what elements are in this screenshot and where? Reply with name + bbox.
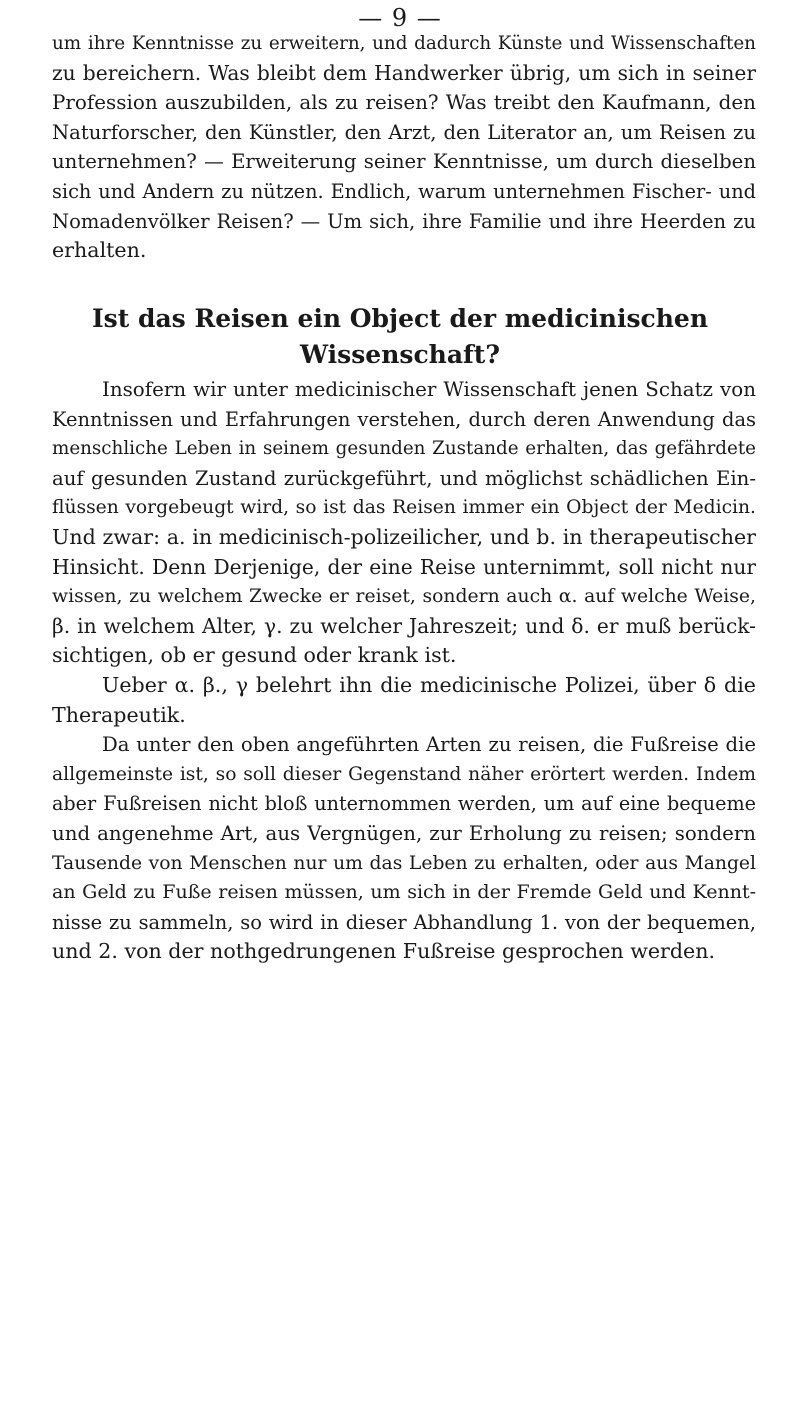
text-line: Ueber α. β., γ belehrt ihn die medicinische Polizei, über δ die	[102, 672, 756, 697]
text-line: Therapeutik.	[52, 702, 186, 727]
heading-line: Wissenschaft?	[300, 340, 500, 369]
heading-line: Ist das Reisen ein Object der medicinischen	[91, 304, 709, 333]
text-line: β. in welchem Alter, γ. zu welcher Jahreszeit; und δ. er muß berück-	[52, 613, 756, 638]
page-number: — 9 —	[358, 4, 442, 32]
text-line: Nomadenvölker Reisen? — Um sich, ihre Familie und ihre Heerden zu	[52, 209, 756, 233]
text-line: flüssen vorgebeugt wird, so ist das Reisen immer ein Object der Medicin.	[52, 497, 756, 519]
text-line: um ihre Kenntnisse zu erweitern, und dadurch Künste und Wissenschaften	[52, 33, 756, 54]
text-line: Und zwar: a. in medicinisch-polizeilicher, und b. in therapeutischer	[52, 524, 756, 549]
text-line: Profession auszubilden, als zu reisen? Was treibt den Kaufmann, den	[52, 91, 756, 115]
section-heading	[0, 301, 800, 373]
text-line: wissen, zu welchem Zwecke er reiset, sondern auch α. auf welche Weise,	[52, 586, 756, 608]
text-line: zu bereichern. Was bleibt dem Handwerker übrig, um sich in seiner	[52, 60, 756, 85]
text-line: sich und Andern zu nützen. Endlich, warum unternehmen Fischer- und	[52, 179, 756, 203]
text-line: sichtigen, ob er gesund oder krank ist.	[52, 643, 457, 668]
text-line: unternehmen? — Erweiterung seiner Kenntnisse, um durch dieselben	[52, 150, 756, 174]
text-line: und angenehme Art, aus Vergnügen, zur Erholung zu reisen; sondern	[52, 821, 756, 845]
text-line: Tausende von Menschen nur um das Leben zu erhalten, oder aus Mangel	[52, 852, 756, 874]
text-line: allgemeinste ist, so soll dieser Gegenstand näher erörtert werden. Indem	[52, 763, 756, 785]
text-line: Kenntnissen und Erfahrungen verstehen, durch deren Anwendung das	[52, 407, 756, 431]
text-line: Hinsicht. Denn Derjenige, der eine Reise unternimmt, soll nicht nur	[52, 554, 756, 579]
paragraph-1	[52, 29, 756, 266]
text-line: menschliche Leben in seinem gesunden Zustande erhalten, das gefährdete	[52, 438, 756, 460]
text-line: an Geld zu Fuße reisen müssen, um sich in der Fremde Geld und Kennt-	[52, 881, 756, 904]
text-line: Naturforscher, den Künstler, den Arzt, den Literator an, um Reisen zu	[52, 120, 756, 144]
text-line: Insofern wir unter medicinischer Wissenschaft jenen Schatz von	[102, 378, 756, 401]
text-line: Da unter den oben angeführten Arten zu reisen, die Fußreise die	[102, 733, 756, 757]
text-line: aber Fußreisen nicht bloß unternommen werden, um auf eine bequeme	[52, 792, 756, 816]
text-line: erhalten.	[52, 238, 147, 263]
paragraph-2	[52, 375, 756, 967]
text-line: auf gesunden Zustand zurückgeführt, und möglichst schädlichen Ein-	[52, 466, 756, 490]
text-line: und 2. von der nothgedrungenen Fußreise gesprochen werden.	[52, 939, 716, 964]
text-line: nisse zu sammeln, so wird in dieser Abhandlung 1. von der bequemen,	[52, 910, 756, 934]
